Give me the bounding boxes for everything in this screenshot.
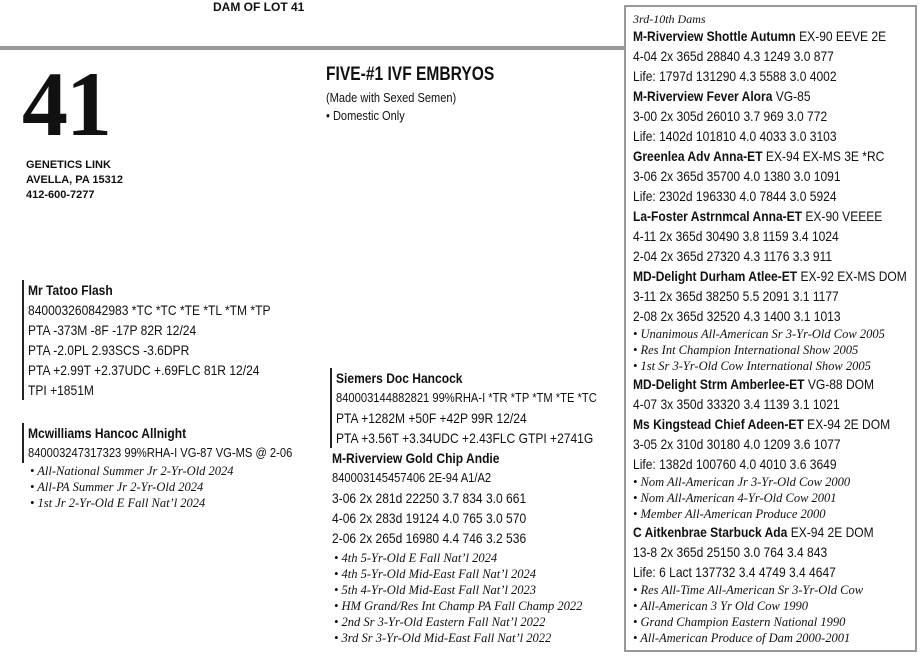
dam-entry-record: 3-05 2x 310d 30180 4.0 1209 3.6 1077 xyxy=(633,436,841,452)
dams-panel-heading: 3rd-10th Dams xyxy=(633,12,706,26)
dam-entry-award: • Unanimous All-American Sr 3-Yr-Old Cow 2005 xyxy=(633,327,885,341)
dam-entry-record: Life: 6 Lact 137732 3.4 4749 3.4 4647 xyxy=(633,564,836,580)
mgs-block xyxy=(330,368,639,448)
second-dam-name: M-Riverview Gold Chip Andie xyxy=(332,450,500,466)
offer-title: FIVE-#1 IVF EMBRYOS xyxy=(326,64,495,85)
dam-entry-score: EX-94 2E DOM xyxy=(807,416,891,432)
sire-line: PTA +2.99T +2.37UDC +.69FLC 81R 12/24 xyxy=(28,362,260,378)
dam-entry-award: • Nom All-American 4-Yr-Old Cow 2001 xyxy=(633,491,837,505)
consignor-city: AVELLA, PA 15312 xyxy=(26,174,123,186)
second-dam-record: 2-06 2x 265d 16980 4.4 746 3.2 536 xyxy=(332,530,527,546)
dam-entry-name: Greenlea Adv Anna-ET xyxy=(633,148,763,164)
offer-bullet: • Domestic Only xyxy=(326,108,405,123)
dam-entry-award: • 1st Sr 3-Yr-Old Cow International Show 2005 xyxy=(633,359,871,373)
sire-line: PTA -373M -8F -17P 82R 12/24 xyxy=(28,322,197,338)
dam-entry-score: EX-90 VEEEE xyxy=(805,208,883,224)
maternal-section xyxy=(330,368,639,646)
second-dam-record: 4-06 2x 283d 19124 4.0 765 3.0 570 xyxy=(332,510,527,526)
dam-block xyxy=(22,423,335,463)
dam-entry-name: MD-Delight Durham Atlee-ET xyxy=(633,268,798,284)
dam-award: • All-PA Summer Jr 2-Yr-Old 2024 xyxy=(30,480,204,494)
sire-block xyxy=(22,280,310,400)
sire-name: Mr Tatoo Flash xyxy=(28,282,113,298)
dam-entry-title xyxy=(633,522,876,542)
dam-section xyxy=(22,423,335,511)
dam-entry-record: Life: 1797d 131290 4.3 5588 3.0 4002 xyxy=(633,68,837,84)
dam-entry-name: Ms Kingstead Chief Adeen-ET xyxy=(633,416,804,432)
dam-entry-score: EX-94 EX-MS 3E *RC xyxy=(765,148,885,164)
mgs-line: PTA +3.56T +3.34UDC +2.43FLC GTPI +2741G xyxy=(336,430,594,446)
dam-entry-record: 4-04 2x 365d 28840 4.3 1249 3.0 877 xyxy=(633,48,834,64)
dam-entry-score: EX-92 EX-MS DOM xyxy=(800,268,907,284)
dam-name: Mcwilliams Hancoc Allnight xyxy=(28,425,187,441)
dam-award: • All-National Summer Jr 2-Yr-Old 2024 xyxy=(30,464,234,478)
sire-line: TPI +1851M xyxy=(28,382,94,398)
consignor-phone: 412-600-7277 xyxy=(26,189,95,201)
consignor-name: GENETICS LINK xyxy=(26,159,111,171)
second-dam-award: • 2nd Sr 3-Yr-Old Eastern Fall Nat’l 2022 xyxy=(334,615,546,629)
dam-entry-award: • All-American Produce of Dam 2000-2001 xyxy=(633,631,851,645)
mgs-line: PTA +1282M +50F +42P 99R 12/24 xyxy=(336,410,527,426)
dam-line: 840003247317323 99%RHA-I VG-87 VG-MS @ 2-06 xyxy=(28,445,293,460)
dam-entry-record: 3-06 2x 365d 35700 4.0 1380 3.0 1091 xyxy=(633,168,841,184)
dam-entry-name: La-Foster Astrnmcal Anna-ET xyxy=(633,208,803,224)
dam-entry-score: VG-85 xyxy=(775,88,811,104)
dam-entry-score: EX-90 EEVE 2E xyxy=(799,28,887,44)
dam-entry-name: C Aitkenbrae Starbuck Ada xyxy=(633,524,788,540)
sire-line: 840003260842983 *TC *TC *TE *TL *TM *TP xyxy=(28,302,271,318)
dam-entry-award: • All-American 3 Yr Old Cow 1990 xyxy=(633,599,808,613)
second-dam-record: 3-06 2x 281d 22250 3.7 834 3.0 661 xyxy=(332,490,527,506)
second-dam-award: • 4th 5-Yr-Old Mid-East Fall Nat’l 2024 xyxy=(334,567,537,581)
dam-entry-record: Life: 2302d 196330 4.0 7844 3.0 5924 xyxy=(633,188,837,204)
dam-award: • 1st Jr 2-Yr-Old E Fall Nat’l 2024 xyxy=(30,496,206,510)
second-dam-award: • 3rd Sr 3-Yr-Old Mid-East Fall Nat’l 2022 xyxy=(334,631,552,645)
dam-entry-award: • Res All-Time All-American Sr 3-Yr-Old Cow xyxy=(633,583,864,597)
dam-entry-record: 13-8 2x 365d 25150 3.0 764 3.4 843 xyxy=(633,544,828,560)
dams-panel xyxy=(624,5,917,652)
second-dam-award: • 4th 5-Yr-Old E Fall Nat’l 2024 xyxy=(334,551,498,565)
header-divider xyxy=(0,46,626,50)
dam-entry-award: • Member All-American Produce 2000 xyxy=(633,507,826,521)
dam-entry-title xyxy=(633,266,907,286)
dam-entry-record: 3-00 2x 305d 26010 3.7 969 3.0 772 xyxy=(633,108,828,124)
dam-entry-record: 4-11 2x 365d 30490 3.8 1159 3.4 1024 xyxy=(633,228,839,244)
second-dam-line: 840003145457406 2E-94 A1/A2 xyxy=(332,470,492,485)
mgs-name: Siemers Doc Hancock xyxy=(336,370,463,386)
dam-entry-title xyxy=(633,206,883,226)
dam-entry-title xyxy=(633,26,887,46)
dam-entry-award: • Nom All-American Jr 3-Yr-Old Cow 2000 xyxy=(633,475,851,489)
offer-block xyxy=(326,64,531,123)
dam-entry-name: MD-Delight Strm Amberlee-ET xyxy=(633,376,805,392)
dam-entry-name: M-Riverview Shottle Autumn xyxy=(633,28,796,44)
dam-entry-record: 3-11 2x 365d 38250 5.5 2091 3.1 1177 xyxy=(633,288,839,304)
dam-entry-record: Life: 1382d 100760 4.0 4010 3.6 3649 xyxy=(633,456,837,472)
dam-entry-score: EX-94 2E DOM xyxy=(790,524,874,540)
dam-entry-title xyxy=(633,374,876,394)
dam-entry-title xyxy=(633,146,885,166)
dam-of-lot-label: DAM OF LOT 41 xyxy=(213,0,305,14)
second-dam-award: • HM Grand/Res Int Champ PA Fall Champ 2022 xyxy=(334,599,583,613)
dam-entry-record: 2-08 2x 365d 32520 4.3 1400 3.1 1013 xyxy=(633,308,841,324)
second-dam-award: • 5th 4-Yr-Old Mid-East Fall Nat’l 2023 xyxy=(334,583,537,597)
dam-entry-title xyxy=(633,86,876,106)
sire-line: PTA -2.0PL 2.93SCS -3.6DPR xyxy=(28,342,190,358)
dam-entry-title xyxy=(633,414,891,434)
dam-entry-record: 2-04 2x 365d 27320 4.3 1176 3.3 911 xyxy=(633,248,833,264)
dam-entry-award: • Res Int Champion International Show 2005 xyxy=(633,343,859,357)
consignor-info xyxy=(26,158,123,203)
dam-entry-record: Life: 1402d 101810 4.0 4033 3.0 3103 xyxy=(633,128,837,144)
dam-entry-name: M-Riverview Fever Alora xyxy=(633,88,773,104)
mgs-line: 840003144882821 99%RHA-I *TR *TP *TM *TE *TC xyxy=(336,390,597,405)
dam-entry-score: VG-88 DOM xyxy=(807,376,875,392)
dam-entry-award: • Grand Champion Eastern National 1990 xyxy=(633,615,846,629)
dam-entry-record: 4-07 3x 350d 33320 3.4 1139 3.1 1021 xyxy=(633,396,840,412)
offer-subtitle: (Made with Sexed Semen) xyxy=(326,90,457,105)
lot-number: 41 xyxy=(22,53,110,155)
